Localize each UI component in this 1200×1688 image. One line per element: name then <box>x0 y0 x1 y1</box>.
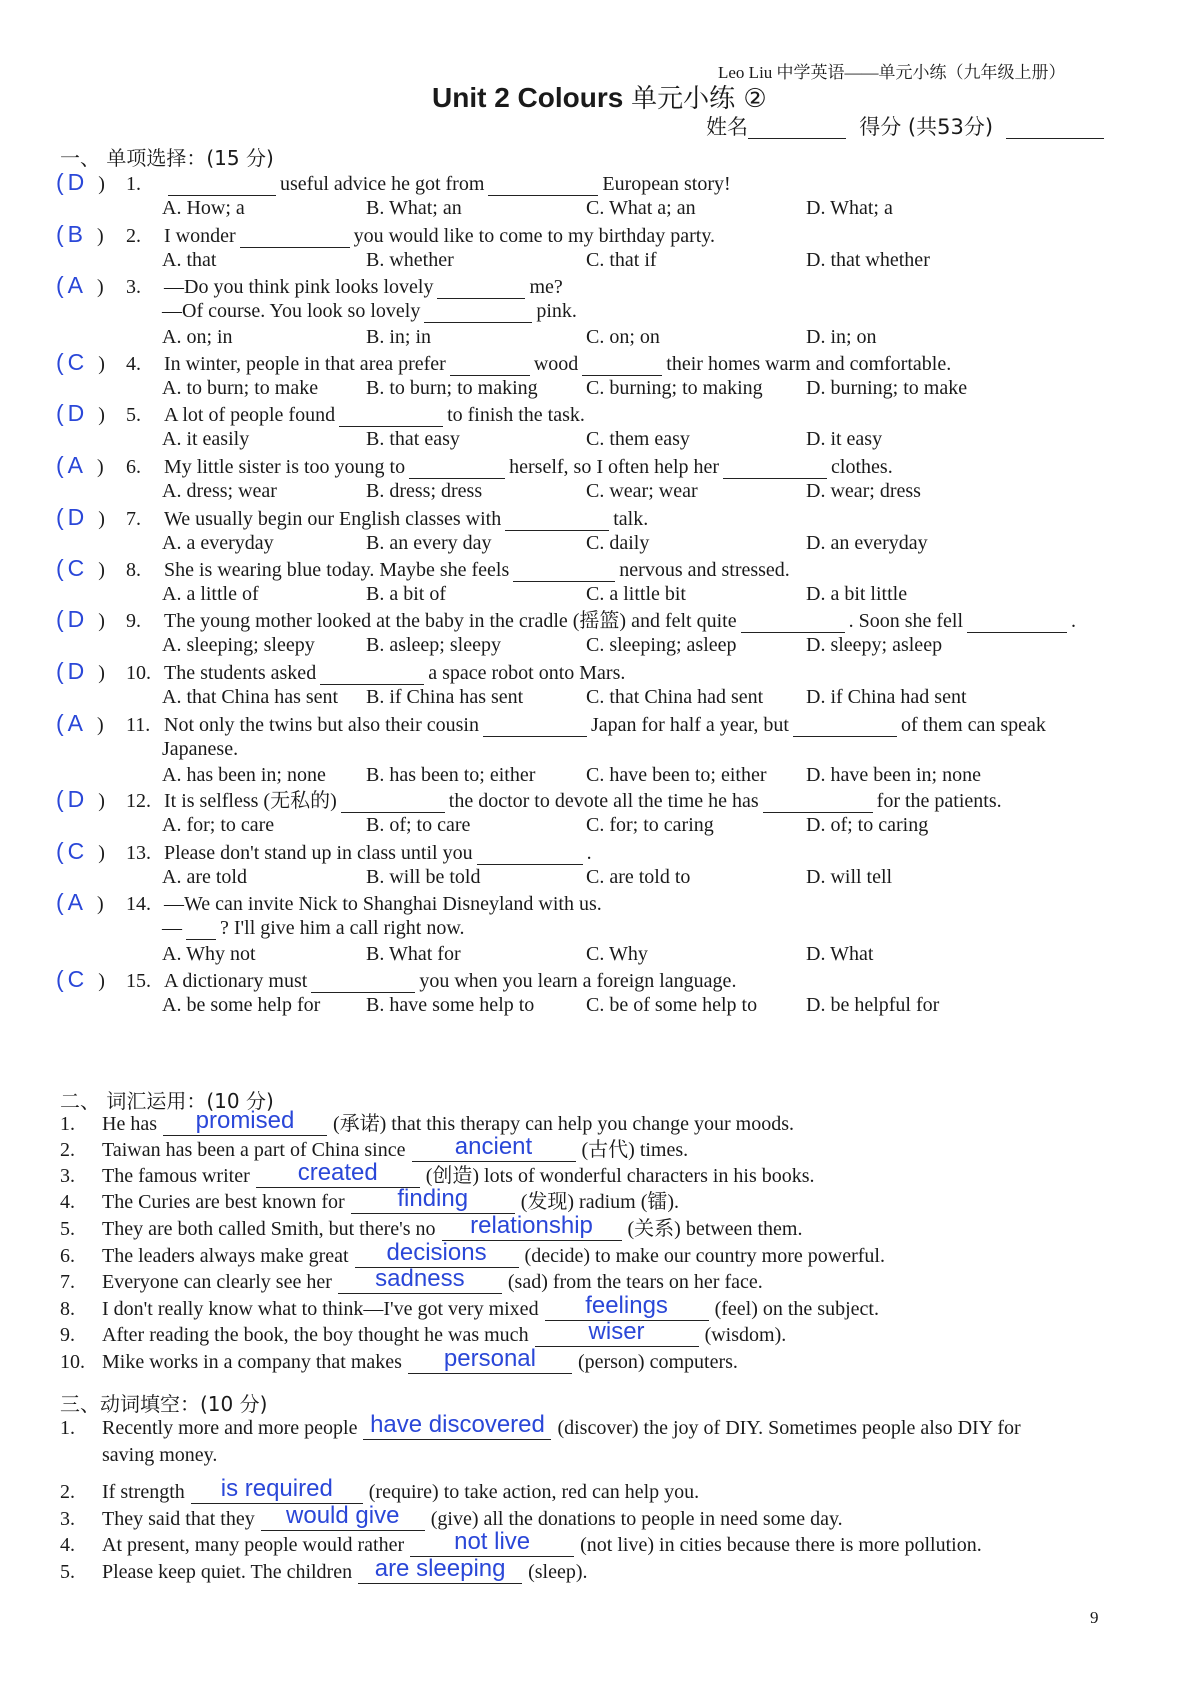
item-text: (decide) to make our country more powerful. <box>524 1245 885 1267</box>
option-d[interactable]: D. What <box>806 943 874 965</box>
bracket-close: ) <box>97 456 104 478</box>
option-c[interactable]: C. What a; an <box>586 197 696 219</box>
option-c[interactable]: C. a little bit <box>586 583 686 605</box>
question-text: you would like to come to my birthday party. <box>353 225 716 247</box>
item-text: (wisdom). <box>704 1324 787 1346</box>
mcq-question-10 <box>56 659 625 685</box>
option-b[interactable]: B. whether <box>366 249 454 271</box>
vocab-item-1 <box>60 1107 794 1136</box>
option-c[interactable]: C. sleeping; asleep <box>586 634 737 656</box>
mcq-question-13 <box>56 839 592 865</box>
vocab-item-4 <box>60 1185 680 1214</box>
bracket-close: ) <box>97 714 104 736</box>
verb-item-4 <box>60 1528 982 1557</box>
question-number: 1. <box>126 173 141 195</box>
option-c[interactable]: C. daily <box>586 532 650 554</box>
option-c[interactable]: C. them easy <box>586 428 690 450</box>
item-number: 1. <box>60 1417 75 1439</box>
item-text: (person) computers. <box>577 1351 738 1373</box>
bracket-close: ) <box>98 173 105 195</box>
question-text: She is wearing blue today. Maybe she feels <box>164 559 510 581</box>
vocab-item-7 <box>60 1265 763 1294</box>
mcq-question-3 <box>56 273 563 299</box>
question-text: My little sister is too young to <box>164 456 406 478</box>
answer-blank[interactable] <box>320 662 424 685</box>
mcq-question-2 <box>56 222 715 248</box>
mcq-answer-bracket[interactable]: ( D ) <box>56 400 105 426</box>
answer-blank[interactable] <box>477 842 583 865</box>
option-b[interactable]: B. have some help to <box>366 994 535 1016</box>
bracket-close: ) <box>97 893 104 915</box>
mcq-question-line2 <box>162 916 464 940</box>
question-text: In winter, people in that area prefer <box>164 353 446 375</box>
bracket-close: ) <box>98 970 105 992</box>
option-d[interactable]: D. burning; to make <box>806 377 968 399</box>
answer-blank[interactable] <box>483 714 587 737</box>
handwritten-answer: would give <box>286 1502 400 1529</box>
vocab-item-6 <box>60 1239 885 1268</box>
question-text: . <box>1071 610 1077 632</box>
question-text: It is selfless (无私的) <box>164 790 337 812</box>
question-text: ? I'll give him a call right now. <box>220 917 465 939</box>
answer-blank[interactable] <box>723 456 827 479</box>
verb-item-2 <box>60 1475 700 1504</box>
answer-blank[interactable] <box>513 559 615 582</box>
item-number: 5. <box>60 1218 75 1240</box>
question-text: the doctor to devote all the time he has <box>448 790 759 812</box>
answer-blank[interactable] <box>240 225 350 248</box>
mcq-question-1 <box>56 170 731 196</box>
question-text: I wonder <box>164 225 236 247</box>
option-d[interactable]: D. in; on <box>806 326 877 348</box>
question-number: 2. <box>126 225 141 247</box>
question-text: A dictionary must <box>164 970 308 992</box>
bracket-close: ) <box>98 404 105 426</box>
mcq-answer-bracket[interactable]: ( D ) <box>56 504 105 530</box>
question-text: —We can invite Nick to Shanghai Disneyland with us. <box>164 893 602 915</box>
answer-blank[interactable] <box>338 1265 502 1294</box>
item-number: 7. <box>60 1271 75 1293</box>
page-number: 9 <box>1090 1608 1099 1627</box>
option-c[interactable]: C. burning; to making <box>586 377 763 399</box>
option-c[interactable]: C. that if <box>586 249 657 271</box>
mcq-question-4 <box>56 350 951 376</box>
question-text: The young mother looked at the baby in the cradle (摇篮) and felt quite <box>164 610 737 632</box>
mcq-answer-bracket[interactable]: ( A ) <box>56 272 104 298</box>
answer-blank[interactable] <box>186 917 216 940</box>
mcq-answer-letter: D <box>67 658 85 684</box>
answer-blank[interactable] <box>412 1133 576 1162</box>
question-text: you when you learn a foreign language. <box>419 970 737 992</box>
handwritten-answer: finding <box>397 1185 469 1212</box>
answer-blank[interactable] <box>437 276 525 299</box>
mcq-answer-bracket[interactable]: ( C ) <box>56 349 105 375</box>
question-text: Japanese. <box>162 738 239 760</box>
item-text: (discover) the joy of DIY. Sometimes people also DIY for <box>557 1417 1021 1439</box>
mcq-answer-letter: D <box>67 400 85 426</box>
answer-blank[interactable] <box>341 790 445 813</box>
mcq-question-12 <box>56 787 1002 813</box>
mcq-answer-bracket[interactable]: ( D ) <box>56 169 105 195</box>
answer-blank[interactable] <box>351 1185 515 1214</box>
mcq-answer-bracket[interactable]: ( D ) <box>56 658 105 684</box>
item-text: The famous writer <box>102 1165 250 1187</box>
mcq-question-line2 <box>162 299 577 323</box>
answer-blank[interactable] <box>410 1528 574 1557</box>
handwritten-answer: wiser <box>588 1318 645 1345</box>
answer-blank[interactable] <box>339 404 443 427</box>
answer-blank[interactable] <box>363 1411 551 1440</box>
handwritten-answer: promised <box>195 1107 295 1134</box>
option-b[interactable]: B. in; in <box>366 326 432 348</box>
question-text: Please don't stand up in class until you <box>164 842 473 864</box>
name-blank[interactable] <box>748 116 846 139</box>
item-text: If strength <box>102 1481 185 1503</box>
option-a[interactable]: A. a everyday <box>162 532 274 554</box>
option-b[interactable]: B. of; to care <box>366 814 471 836</box>
item-number: 9. <box>60 1324 75 1346</box>
answer-blank[interactable] <box>582 353 662 376</box>
handwritten-answer: sadness <box>375 1265 465 1292</box>
bracket-close: ) <box>98 559 105 581</box>
item-text: (古代) times. <box>581 1139 689 1161</box>
option-b[interactable]: B. What; an <box>366 197 462 219</box>
item-text: Everyone can clearly see her <box>102 1271 332 1293</box>
item-number: 10. <box>60 1351 85 1373</box>
mcq-answer-letter: A <box>67 272 84 298</box>
mcq-answer-letter: D <box>67 606 85 632</box>
answer-blank[interactable] <box>256 1159 420 1188</box>
item-number: 2. <box>60 1481 75 1503</box>
option-d[interactable]: D. will tell <box>806 866 893 888</box>
item-number: 1. <box>60 1113 75 1135</box>
answer-blank[interactable] <box>424 300 532 323</box>
item-number: 3. <box>60 1165 75 1187</box>
mcq-answer-letter: C <box>67 555 85 581</box>
question-number: 12. <box>126 790 151 812</box>
question-text: for the patients. <box>876 790 1002 812</box>
option-d[interactable]: D. if China had sent <box>806 686 967 708</box>
option-b[interactable]: B. asleep; sleepy <box>366 634 501 656</box>
mcq-answer-bracket[interactable]: ( A ) <box>56 889 104 915</box>
option-d[interactable]: D. What; a <box>806 197 893 219</box>
answer-blank[interactable] <box>442 1212 622 1241</box>
question-text: useful advice he got from <box>280 173 485 195</box>
mcq-answer-bracket[interactable]: ( C ) <box>56 838 105 864</box>
mcq-answer-letter: C <box>67 966 85 992</box>
item-text: (require) to take action, red can help you. <box>368 1481 700 1503</box>
item-text: At present, many people would rather <box>102 1534 405 1556</box>
question-text: European story! <box>602 173 731 195</box>
option-a[interactable]: A. that <box>162 249 217 271</box>
question-text: herself, so I often help her <box>509 456 720 478</box>
question-text: The students asked <box>164 662 317 684</box>
item-text: (创造) lots of wonderful characters in his books. <box>425 1165 815 1187</box>
question-number: 4. <box>126 353 141 375</box>
question-text: —Of course. You look so lovely <box>162 300 421 322</box>
item-text: (关系) between them. <box>627 1218 803 1240</box>
option-b[interactable]: B. dress; dress <box>366 480 483 502</box>
option-c[interactable]: C. wear; wear <box>586 480 698 502</box>
mcq-answer-letter: D <box>67 786 85 812</box>
option-a[interactable]: A. are told <box>162 866 247 888</box>
title-cn: 单元小练 ② <box>631 84 767 114</box>
option-a[interactable]: A. has been in; none <box>162 764 326 786</box>
name-score-line <box>706 115 1104 139</box>
item-text: The Curies are best known for <box>102 1191 345 1213</box>
item-text: He has <box>102 1113 157 1135</box>
answer-blank[interactable] <box>261 1502 425 1531</box>
answer-blank[interactable] <box>763 790 873 813</box>
bracket-close: ) <box>98 662 105 684</box>
question-text: their homes warm and comfortable. <box>666 353 952 375</box>
question-text: Not only the twins but also their cousin <box>164 714 479 736</box>
handwritten-answer: decisions <box>386 1239 487 1266</box>
answer-blank[interactable] <box>358 1555 522 1584</box>
item-text: (sad) from the tears on her face. <box>507 1271 763 1293</box>
option-a[interactable]: A. on; in <box>162 326 233 348</box>
handwritten-answer: are sleeping <box>374 1555 506 1582</box>
answer-blank[interactable] <box>505 508 609 531</box>
mcq-answer-letter: A <box>67 710 84 736</box>
question-number: 8. <box>126 559 141 581</box>
question-text: We usually begin our English classes with <box>164 508 502 530</box>
question-text: talk. <box>613 508 649 530</box>
mcq-question-line2 <box>162 737 238 761</box>
option-d[interactable]: D. sleepy; asleep <box>806 634 943 656</box>
verb-item-1 <box>60 1411 1021 1440</box>
option-a[interactable]: A. dress; wear <box>162 480 277 502</box>
answer-blank[interactable] <box>535 1318 699 1347</box>
mcq-answer-bracket[interactable]: ( B ) <box>56 221 104 247</box>
question-text: . Soon she fell <box>848 610 964 632</box>
option-a[interactable]: A. be some help for <box>162 994 321 1016</box>
verb-item-line2: saving money. <box>102 1444 218 1466</box>
item-text: The leaders always make great <box>102 1245 349 1267</box>
question-number: 9. <box>126 610 141 632</box>
question-number: 6. <box>126 456 141 478</box>
question-text: —Do you think pink looks lovely <box>164 276 434 298</box>
option-b[interactable]: B. will be told <box>366 866 481 888</box>
question-text: wood <box>533 353 579 375</box>
option-c[interactable]: C. on; on <box>586 326 660 348</box>
handwritten-answer: is required <box>220 1475 333 1502</box>
section-heading-verbs: 三、动词填空：(10 分) <box>60 1392 268 1416</box>
item-text: They are both called Smith, but there's no <box>102 1218 436 1240</box>
option-d[interactable]: D. that whether <box>806 249 930 271</box>
answer-blank[interactable] <box>488 173 598 196</box>
item-number: 6. <box>60 1245 75 1267</box>
vocab-item-5 <box>60 1212 803 1241</box>
item-text: (feel) on the subject. <box>714 1298 879 1320</box>
bracket-close: ) <box>98 790 105 812</box>
question-number: 5. <box>126 404 141 426</box>
mcq-answer-bracket[interactable]: ( C ) <box>56 966 105 992</box>
option-c[interactable]: C. that China had sent <box>586 686 764 708</box>
question-text: A lot of people found <box>164 404 336 426</box>
question-text: me? <box>529 276 563 298</box>
page-title <box>432 78 767 115</box>
item-text: (承诺) that this therapy can help you change your moods. <box>332 1113 794 1135</box>
question-number: 14. <box>126 893 151 915</box>
mcq-question-11 <box>56 711 1046 737</box>
title-en: Unit 2 Colours <box>432 82 624 113</box>
option-c[interactable]: C. for; to caring <box>586 814 714 836</box>
answer-blank[interactable] <box>191 1475 363 1504</box>
handwritten-answer: feelings <box>585 1292 668 1319</box>
option-c[interactable]: C. have been to; either <box>586 764 767 786</box>
handwritten-answer: created <box>297 1159 378 1186</box>
bracket-close: ) <box>98 508 105 530</box>
handwritten-answer: personal <box>443 1345 536 1372</box>
mcq-answer-bracket[interactable]: ( A ) <box>56 710 104 736</box>
option-d[interactable]: D. of; to caring <box>806 814 929 836</box>
question-text: of them can speak <box>900 714 1046 736</box>
mcq-answer-letter: D <box>67 504 85 530</box>
bracket-close: ) <box>98 353 105 375</box>
mcq-answer-letter: A <box>67 889 84 915</box>
question-text: nervous and stressed. <box>619 559 790 581</box>
bracket-close: ) <box>98 610 105 632</box>
option-b[interactable]: B. a bit of <box>366 583 446 605</box>
option-d[interactable]: D. an everyday <box>806 532 928 554</box>
mcq-answer-letter: D <box>67 169 85 195</box>
mcq-answer-bracket[interactable]: ( D ) <box>56 606 105 632</box>
mcq-question-8 <box>56 556 790 582</box>
option-b[interactable]: B. What for <box>366 943 461 965</box>
mcq-answer-letter: B <box>67 221 84 247</box>
answer-blank[interactable] <box>409 456 505 479</box>
item-text: Mike works in a company that makes <box>102 1351 402 1373</box>
answer-blank[interactable] <box>741 610 845 633</box>
bracket-close: ) <box>97 276 104 298</box>
option-d[interactable]: D. it easy <box>806 428 883 450</box>
option-a[interactable]: A. How; a <box>162 197 245 219</box>
question-number: 13. <box>126 842 151 864</box>
vocab-item-9 <box>60 1318 787 1347</box>
question-text: Japan for half a year, but <box>590 714 789 736</box>
item-number: 8. <box>60 1298 75 1320</box>
handwritten-answer: not live <box>454 1528 531 1555</box>
answer-blank[interactable] <box>793 714 897 737</box>
mcq-answer-bracket[interactable]: ( C ) <box>56 555 105 581</box>
mcq-question-15 <box>56 967 736 993</box>
answer-blank[interactable] <box>967 610 1067 633</box>
question-number: 10. <box>126 662 151 684</box>
question-text: — <box>162 917 182 939</box>
handwritten-answer: ancient <box>454 1133 533 1160</box>
item-text: (give) all the donations to people in need some day. <box>430 1508 843 1530</box>
option-d[interactable]: D. have been in; none <box>806 764 981 786</box>
vocab-item-10 <box>60 1345 738 1374</box>
question-text: . <box>586 842 592 864</box>
name-label: 姓名 <box>706 115 748 139</box>
score-blank[interactable] <box>1006 116 1104 139</box>
question-number: 3. <box>126 276 141 298</box>
option-b[interactable]: B. to burn; to making <box>366 377 538 399</box>
option-b[interactable]: B. an every day <box>366 532 492 554</box>
answer-blank[interactable] <box>408 1345 572 1374</box>
item-text: (sleep). <box>528 1561 588 1583</box>
mcq-question-14 <box>56 890 602 916</box>
answer-blank[interactable] <box>450 353 530 376</box>
item-text: (not live) in cities because there is more pollution. <box>580 1534 982 1556</box>
option-c[interactable]: C. Why <box>586 943 648 965</box>
mcq-question-9 <box>56 607 1076 633</box>
answer-blank[interactable] <box>311 970 415 993</box>
mcq-answer-letter: A <box>67 452 84 478</box>
mcq-answer-bracket[interactable]: ( D ) <box>56 786 105 812</box>
mcq-question-6 <box>56 453 893 479</box>
item-text: Recently more and more people <box>102 1417 358 1439</box>
item-text: Please keep quiet. The children <box>102 1561 353 1583</box>
mcq-question-5 <box>56 401 585 427</box>
item-text: They said that they <box>102 1508 255 1530</box>
option-d[interactable]: D. be helpful for <box>806 994 940 1016</box>
option-c[interactable]: C. be of some help to <box>586 994 758 1016</box>
option-b[interactable]: B. that easy <box>366 428 460 450</box>
handwritten-answer: relationship <box>470 1212 593 1239</box>
item-number: 4. <box>60 1534 75 1556</box>
option-a[interactable]: A. to burn; to make <box>162 377 319 399</box>
item-number: 5. <box>60 1561 75 1583</box>
question-text: to finish the task. <box>447 404 585 426</box>
question-number: 15. <box>126 970 151 992</box>
question-text: a space robot onto Mars. <box>428 662 626 684</box>
option-a[interactable]: A. for; to care <box>162 814 275 836</box>
score-label: 得分 (共53分) <box>859 115 994 139</box>
mcq-answer-letter: C <box>67 349 85 375</box>
question-number: 7. <box>126 508 141 530</box>
verb-item-5 <box>60 1555 588 1584</box>
option-d[interactable]: D. wear; dress <box>806 480 921 502</box>
item-text: I don't really know what to think—I've got very mixed <box>102 1298 539 1320</box>
answer-blank[interactable] <box>163 1107 327 1136</box>
mcq-answer-bracket[interactable]: ( A ) <box>56 452 104 478</box>
option-c[interactable]: C. are told to <box>586 866 691 888</box>
option-d[interactable]: D. a bit little <box>806 583 908 605</box>
item-text: (发现) radium (镭). <box>520 1191 680 1213</box>
option-a[interactable]: A. that China has sent <box>162 686 339 708</box>
item-number: 2. <box>60 1139 75 1161</box>
question-text: pink. <box>536 300 577 322</box>
option-a[interactable]: A. Why not <box>162 943 256 965</box>
item-number: 3. <box>60 1508 75 1530</box>
section-heading-vocab: 二、 词汇运用：(10 分) <box>60 1089 274 1113</box>
vocab-item-8 <box>60 1292 879 1321</box>
option-a[interactable]: A. sleeping; sleepy <box>162 634 315 656</box>
mcq-answer-letter: C <box>67 838 85 864</box>
option-b[interactable]: B. if China has sent <box>366 686 524 708</box>
mcq-question-7 <box>56 505 648 531</box>
option-a[interactable]: A. a little of <box>162 583 259 605</box>
section-heading-mcq: 一、 单项选择：(15 分) <box>60 146 274 170</box>
series-header: Leo Liu 中学英语——单元小练（九年级上册） <box>718 63 1066 82</box>
answer-blank[interactable] <box>168 173 276 196</box>
question-text: clothes. <box>831 456 893 478</box>
bracket-close: ) <box>98 842 105 864</box>
item-number: 4. <box>60 1191 75 1213</box>
item-text: Taiwan has been a part of China since <box>102 1139 406 1161</box>
bracket-close: ) <box>97 225 104 247</box>
handwritten-answer: have discovered <box>370 1411 545 1438</box>
question-number: 11. <box>126 714 151 736</box>
option-a[interactable]: A. it easily <box>162 428 250 450</box>
verb-item-3 <box>60 1502 843 1531</box>
item-text: After reading the book, the boy thought he was much <box>102 1324 529 1346</box>
option-b[interactable]: B. has been to; either <box>366 764 536 786</box>
